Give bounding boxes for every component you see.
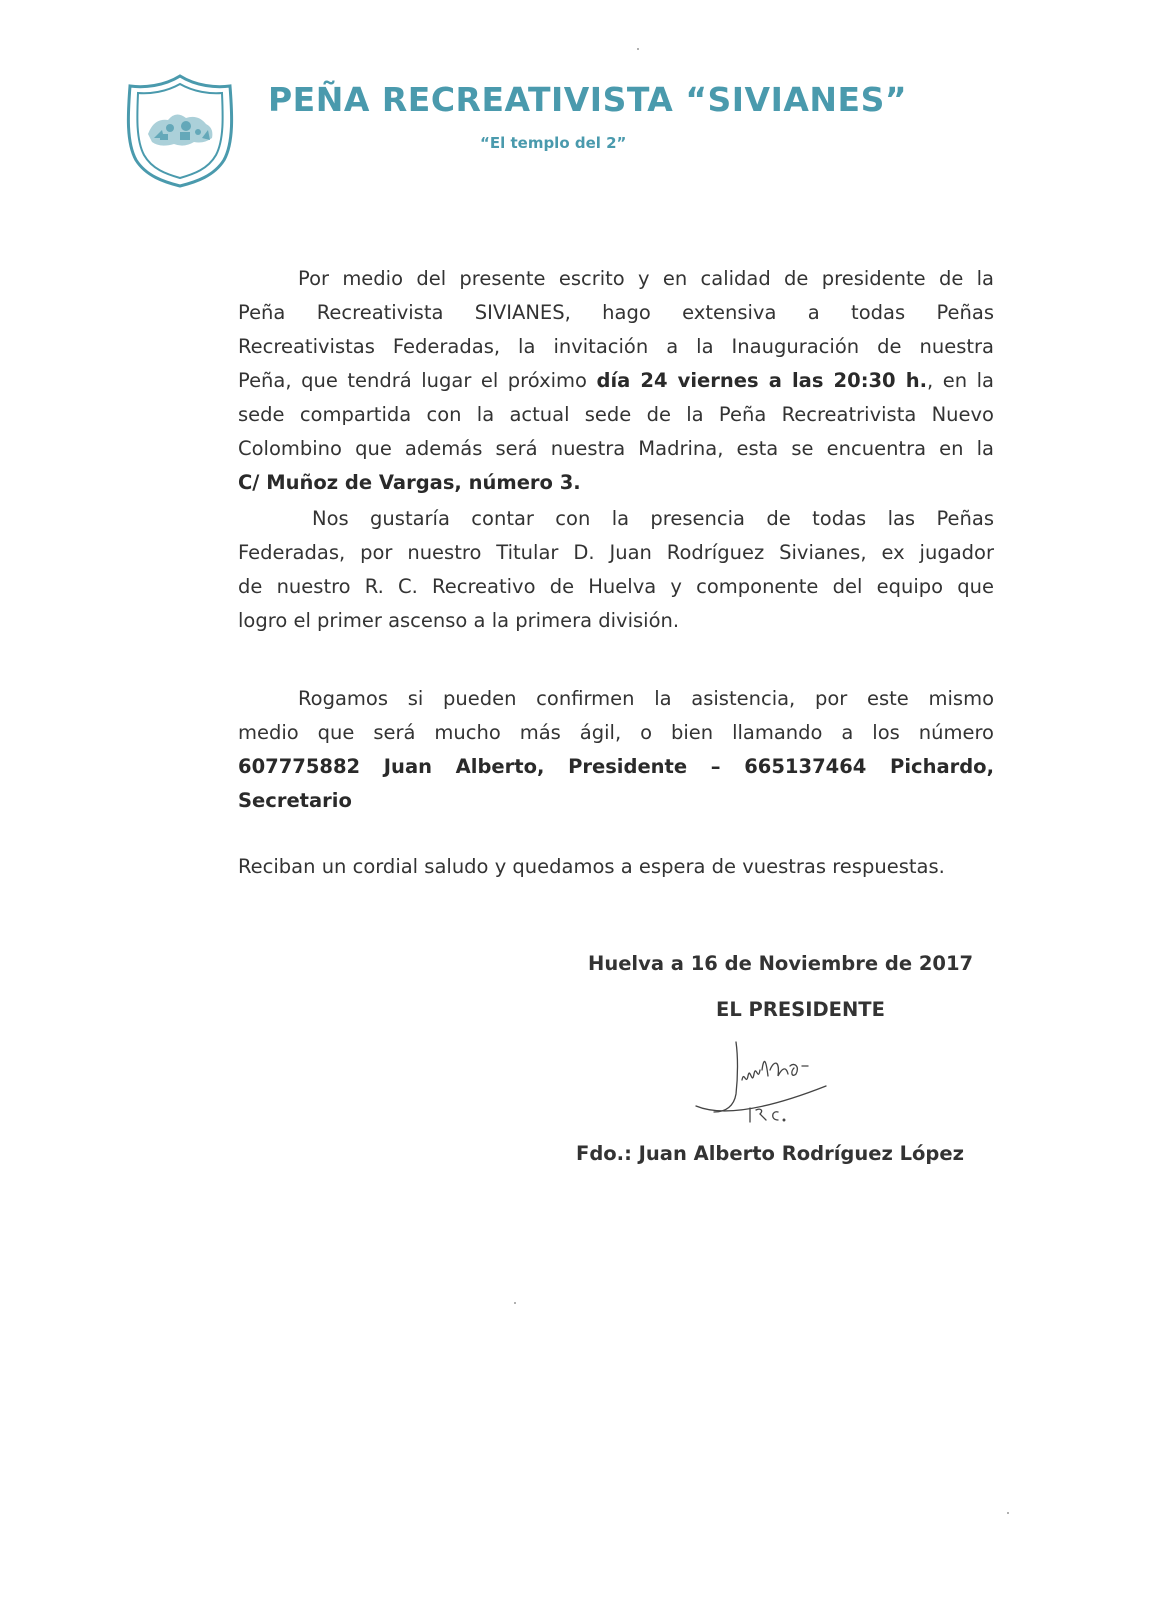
text-line: Federadas, por nuestro Titular D. Juan Rodríguez Sivianes, ex jugador: [238, 541, 994, 564]
text-line: Reciban un cordial saludo y quedamos a espera de vuestras respuestas.: [238, 855, 945, 878]
club-name-heading: PEÑA RECREATIVISTA “SIVIANES”: [268, 80, 908, 119]
text-line: Colombino que además será nuestra Madrina, esta se encuentra en la: [238, 437, 994, 460]
text-line: [238, 466, 994, 500]
text-line-content: Rogamos si pueden confirmen la asistencia, por este mismo: [298, 687, 994, 710]
text-line-content: , en la: [927, 369, 994, 392]
signer-role: EL PRESIDENTE: [716, 998, 885, 1021]
event-date-time: día 24 viernes a las 20:30 h.: [596, 369, 928, 392]
scan-speck: [637, 48, 639, 50]
text-line: de nuestro R. C. Recreativo de Huelva y componente del equipo que: [238, 575, 994, 598]
scan-speck: [514, 1302, 516, 1304]
text-line: [238, 364, 994, 398]
text-line: [238, 502, 994, 536]
contact-role: Secretario: [238, 789, 352, 812]
text-line: medio que será mucho más ágil, o bien llamando a los número: [238, 721, 994, 744]
text-line: sede compartida con la actual sede de la Peña Recreatrivista Nuevo: [238, 403, 994, 426]
paragraph-invitation: [238, 262, 994, 500]
place-date: Huelva a 16 de Noviembre de 2017: [588, 952, 974, 975]
contact-phones: 607775882 Juan Alberto, Presidente – 665137464 Pichardo,: [238, 755, 994, 778]
text-line-content: Peña, que tendrá lugar el próximo: [238, 369, 597, 392]
text-line: [238, 262, 994, 296]
paragraph-presence: [238, 502, 994, 638]
text-line: [238, 750, 994, 784]
club-motto: “El templo del 2”: [480, 134, 627, 152]
text-line-content: Por medio del presente escrito y en calidad de presidente de la: [298, 267, 994, 290]
handwritten-signature: [690, 1036, 840, 1126]
text-line: [238, 784, 994, 818]
event-address: C/ Muñoz de Vargas, número 3.: [238, 471, 581, 494]
scan-speck: [1007, 1512, 1009, 1514]
text-line: [238, 682, 994, 716]
paragraph-farewell: [238, 850, 994, 884]
text-line-content: Nos gustaría contar con la presencia de todas las Peñas: [312, 507, 994, 530]
text-line: Peña Recreativista SIVIANES, hago extensiva a todas Peñas: [238, 301, 994, 324]
paragraph-confirmation: [238, 682, 994, 818]
text-line: logro el primer ascenso a la primera división.: [238, 609, 680, 632]
club-crest-logo: [124, 72, 236, 188]
text-line: Recreativistas Federadas, la invitación a la Inauguración de nuestra: [238, 335, 994, 358]
signed-by: Fdo.: Juan Alberto Rodríguez López: [576, 1142, 964, 1165]
